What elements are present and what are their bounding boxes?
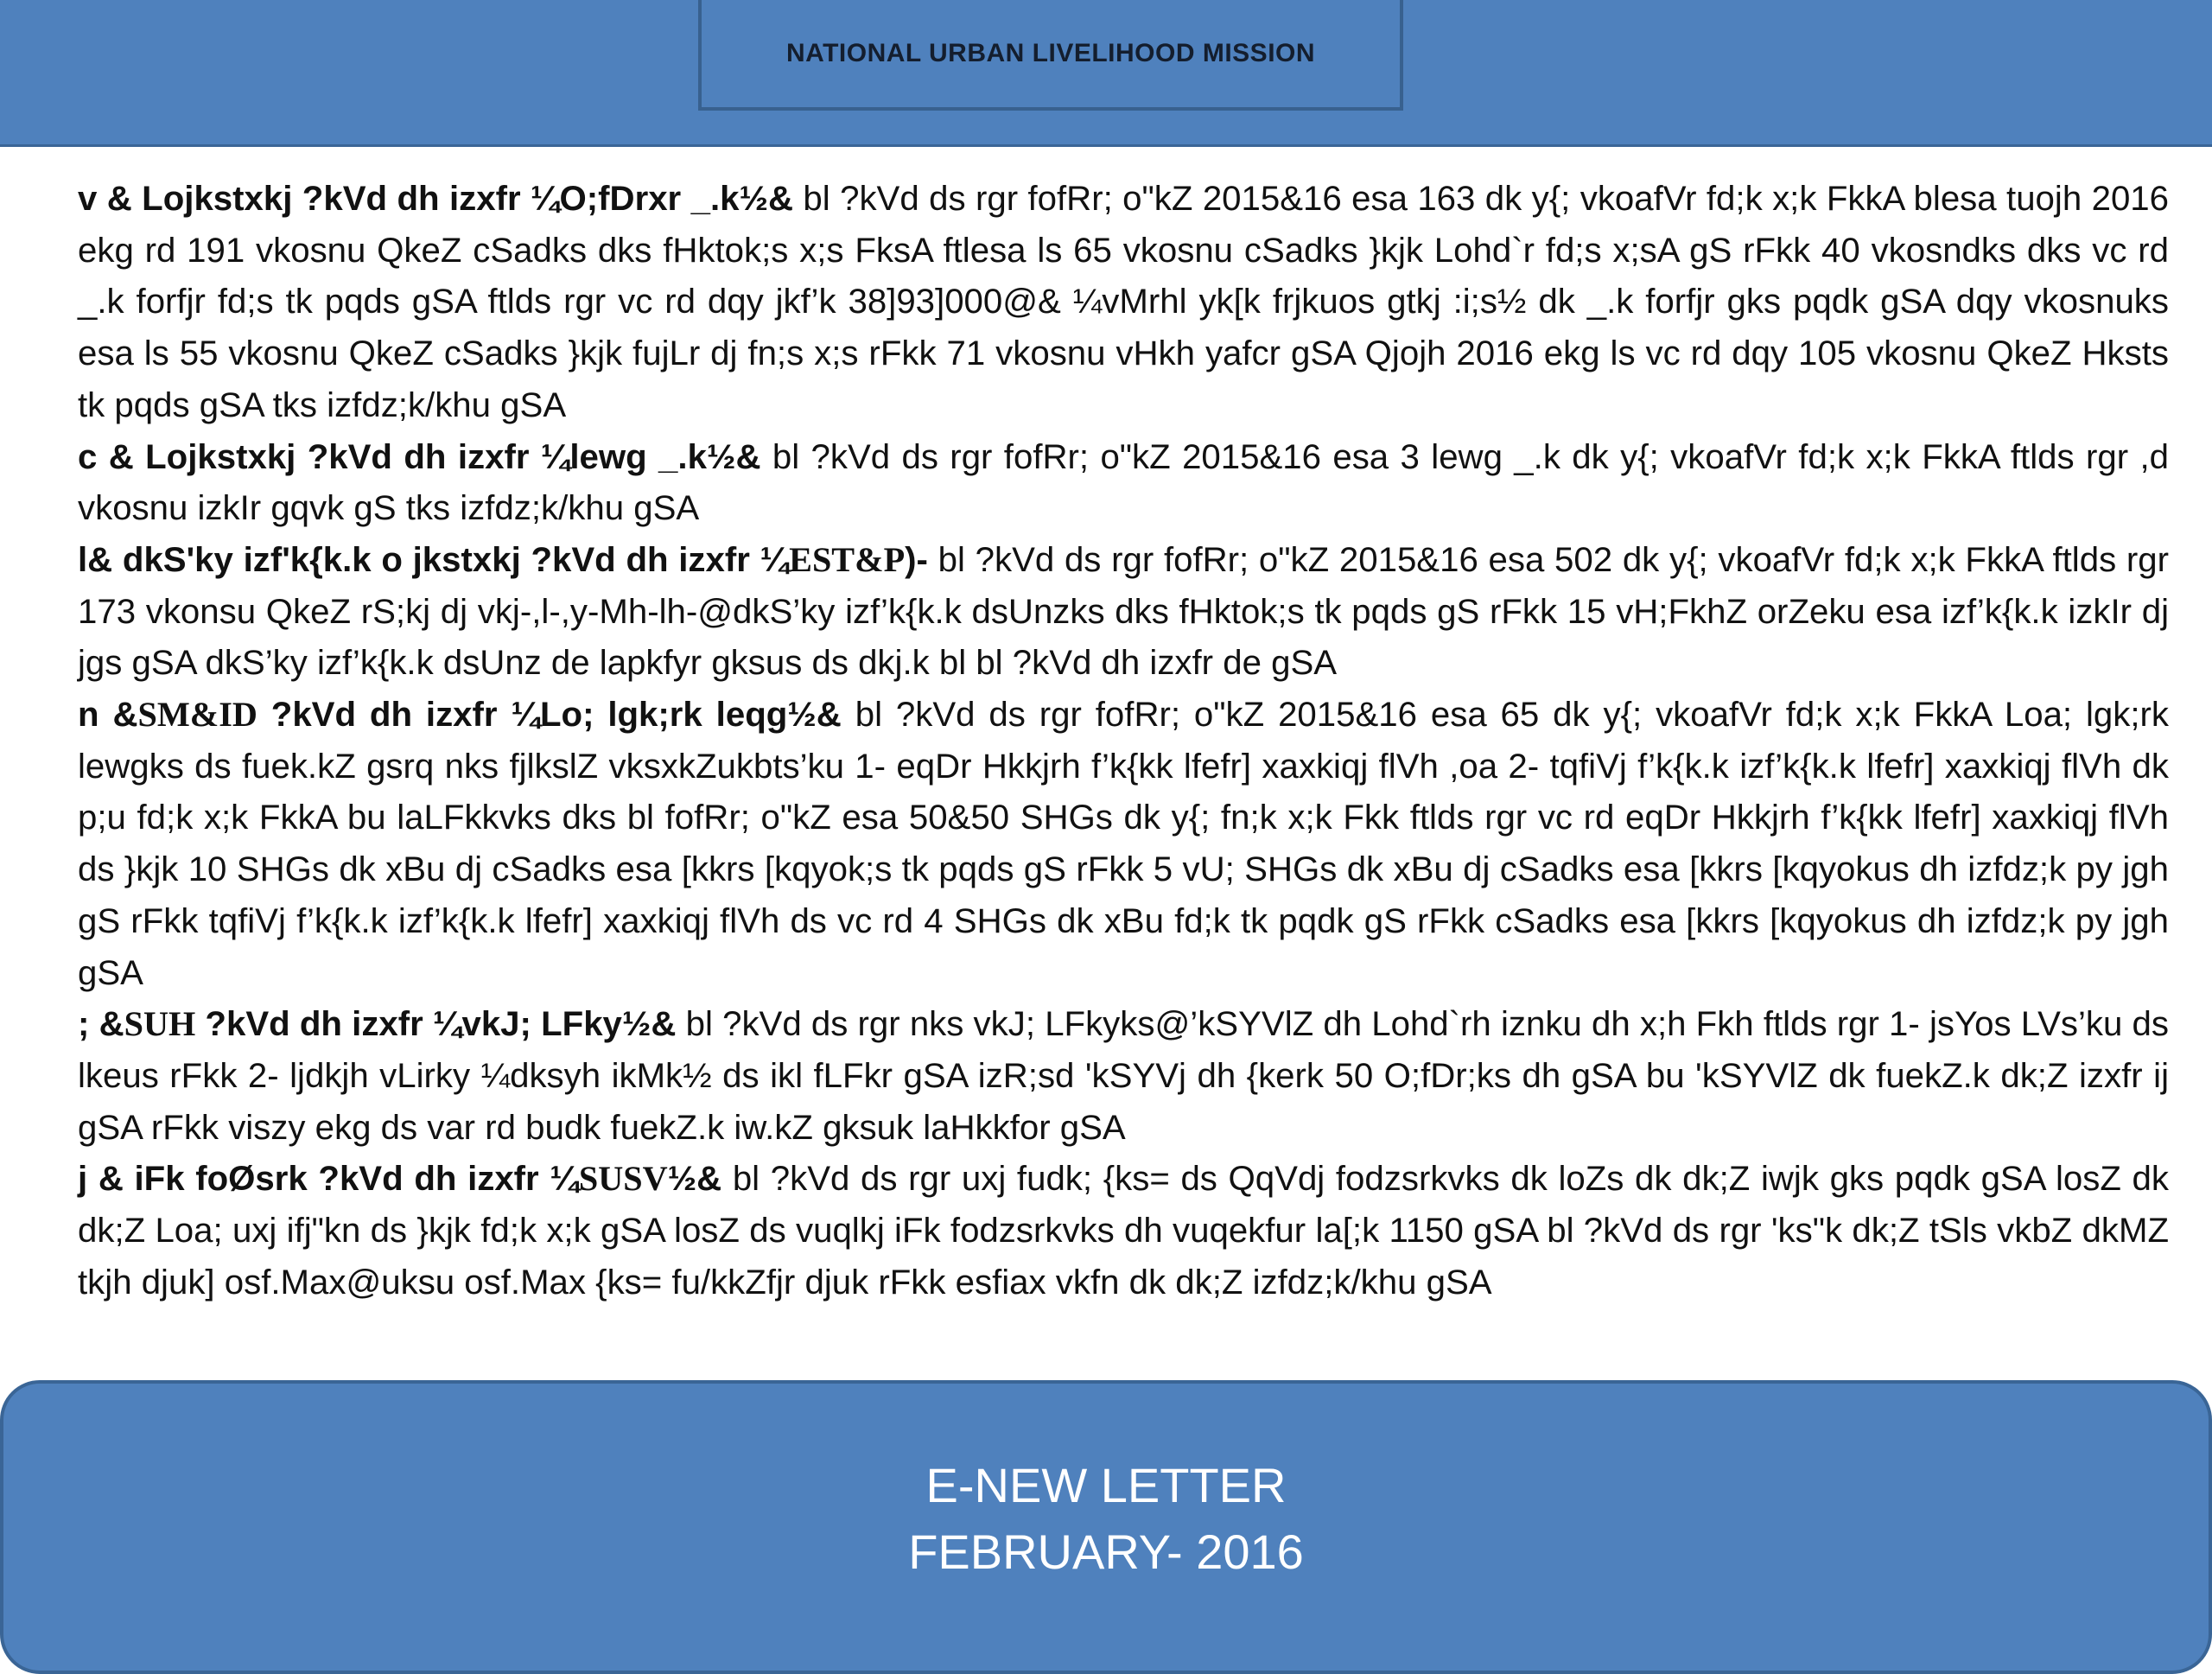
section-heading: j & iFk foØsrk ?kVd dh izxfr ¼SUSV½& xyxy=(78,1159,722,1199)
section-sm-id xyxy=(78,689,2169,998)
footer-title: E-NEW LETTER xyxy=(925,1458,1287,1512)
page-title: NATIONAL URBAN LIVELIHOOD MISSION xyxy=(785,39,1316,67)
section-body: bl ?kVd ds rgr fofRr; o"kZ 2015&16 esa 3 lewg _.k dk y{; vkoafVr fd;k x;k FkkA ftlds rgr ,d vkosnu izkIr gqvk gS tks izfdz;k/khu gSA xyxy=(78,436,2169,528)
newsletter-body xyxy=(78,173,2169,1308)
section-heading: n &SM&ID ?kVd dh izxfr ¼Lo; lgk;rk leqg½& xyxy=(78,695,842,735)
section-body: bl ?kVd ds rgr fofRr; o"kZ 2015&16 esa 163 dk y{; vkoafVr fd;k x;k FkkA blesa tuojh 2016 ekg rd 191 vkosnu QkeZ cSadks dks fHktok;s x;s FksA ftlesa ls 65 vkosnu cSadks }kjk Lohd`r fd;s x;sA gS rFkk 40 vkosndks dks vc rd _.k forfjr fd;s tk pqds gSA ftlds rgr vc rd dqy jkf’k 38]93]000@& ¼vMrhl yk[k frjkuos gtkj :i;s½ dk _.k forfjr gks pqdk gSA dqy vkosnuks esa ls 55 vkosnu QkeZ cSadks }kjk fujLr dj fn;s x;s rFkk 71 vkosnu vHkh yafcr gSA Qjojh 2016 ekg ls vc rd dqy 105 vkosnu QkeZ Hksts tk pqds gSA tks izfdz;k/khu gSA xyxy=(78,179,2169,424)
section-body: bl ?kVd ds rgr nks vkJ; LFkyks@’kSYVlZ dh Lohd`rh iznku dh x;h Fkh ftlds rgr 1- jsYos LVs’ku ds lkeus rFkk 2- ljdkjh vLirky ¼dksyh ikMk½ ds ikl fLFkr gSA izR;sd 'kSYVj dh {kerk 50 O;fDr;ks dh gSA bu 'kSYVlZ dk fuekZ.k dk;Z izxfr ij gSA rFkk viszy ekg ds var rd budk fuekZ.k iw.kZ gksuk laHkkfor gSA xyxy=(78,1004,2169,1147)
section-susv xyxy=(78,1153,2169,1308)
section-individual-loan xyxy=(78,173,2169,431)
section-heading: v & Lojkstxkj ?kVd dh izxfr ¼O;fDrxr _.k½& xyxy=(78,179,794,218)
section-est-p xyxy=(78,534,2169,689)
section-heading: l& dkS'ky izf'k{k.k o jkstxkj ?kVd dh izxfr ¼EST&P)- xyxy=(78,539,928,579)
section-body: bl ?kVd ds rgr fofRr; o"kZ 2015&16 esa 65 dk y{; vkoafVr fd;k x;k FkkA Loa; lgk;rk lewgks ds fuek.kZ gsrq nks fjlkslZ vksxkZukbts’ku 1- eqDr Hkkjrh f’k{kk lfefr] xaxkiqj flVh ,oa 2- tqfiVj f’k{k.k izf’k{k.k lfefr] xaxkiqj flVh dk p;u fd;k x;k FkkA bu laLFkkvks dks bl fofRr; o"kZ esa 50&50 SHGs dk y{; fn;k x;k Fkk ftlds rgr vc rd eqDr Hkkjrh f’k{kk lfefr] xaxkiqj flVh ds }kjk 10 SHGs dk xBu dj cSadks esa [kkrs [kqyok;s tk pqds gS rFkk 5 vU; SHGs dk xBu dj cSadks esa [kkrs [kqyokus dh izfdz;k py jgh gS rFkk tqfiVj f’k{k.k izf’k{k.k lfefr] xaxkiqj flVh ds vc rd 4 SHGs dk xBu fd;k tk pqdk gS rFkk cSadks esa [kkrs [kqyokus dh izfdz;k py jgh gSA xyxy=(78,695,2169,992)
section-heading: c & Lojkstxkj ?kVd dh izxfr ¼lewg _.k½& xyxy=(78,436,761,476)
header-title-box xyxy=(698,0,1403,111)
section-suh xyxy=(78,998,2169,1153)
footer-date: FEBRUARY- 2016 xyxy=(908,1524,1304,1579)
section-body: bl ?kVd ds rgr uxj fudk; {ks= ds QqVdj fodzsrkvks dk loZs dk dk;Z iwjk gks pqdk gSA losZ dk dk;Z Loa; uxj ifj"kn ds }kjk fd;k x;k gSA losZ ds vuqlkj iFk fodzsrkvks dh vuqekfur la[;k 1150 gSA bl ?kVd ds rgr 'ks"k dk;Z tSls vkbZ dkMZ tkjh djuk] osf.Max@uksu osf.Max {ks= fu/kkZfjr djuk rFkk esfiax vkfn dk dk;Z izfdz;k/khu gSA xyxy=(78,1159,2169,1302)
section-group-loan xyxy=(78,431,2169,534)
section-heading: ; &SUH ?kVd dh izxfr ¼vkJ; LFky½& xyxy=(78,1004,677,1044)
section-body: bl ?kVd ds rgr fofRr; o"kZ 2015&16 esa 502 dk y{; vkoafVr fd;k x;k FkkA ftlds rgr 173 vkonsu QkeZ rS;kj dj vkj-,l-,y-Mh-lh-@dkS’ky izf’k{k.k dsUnzks dks fHktok;s tk pqds gS rFkk 15 vH;FkhZ orZeku esa izf’k{k.k izkIr dj jgs gSA dkS’ky izf’k{k.k dsUnz de lapkfyr gksus ds dkj.k bl bl ?kVd dh izxfr de gSA xyxy=(78,539,2170,683)
